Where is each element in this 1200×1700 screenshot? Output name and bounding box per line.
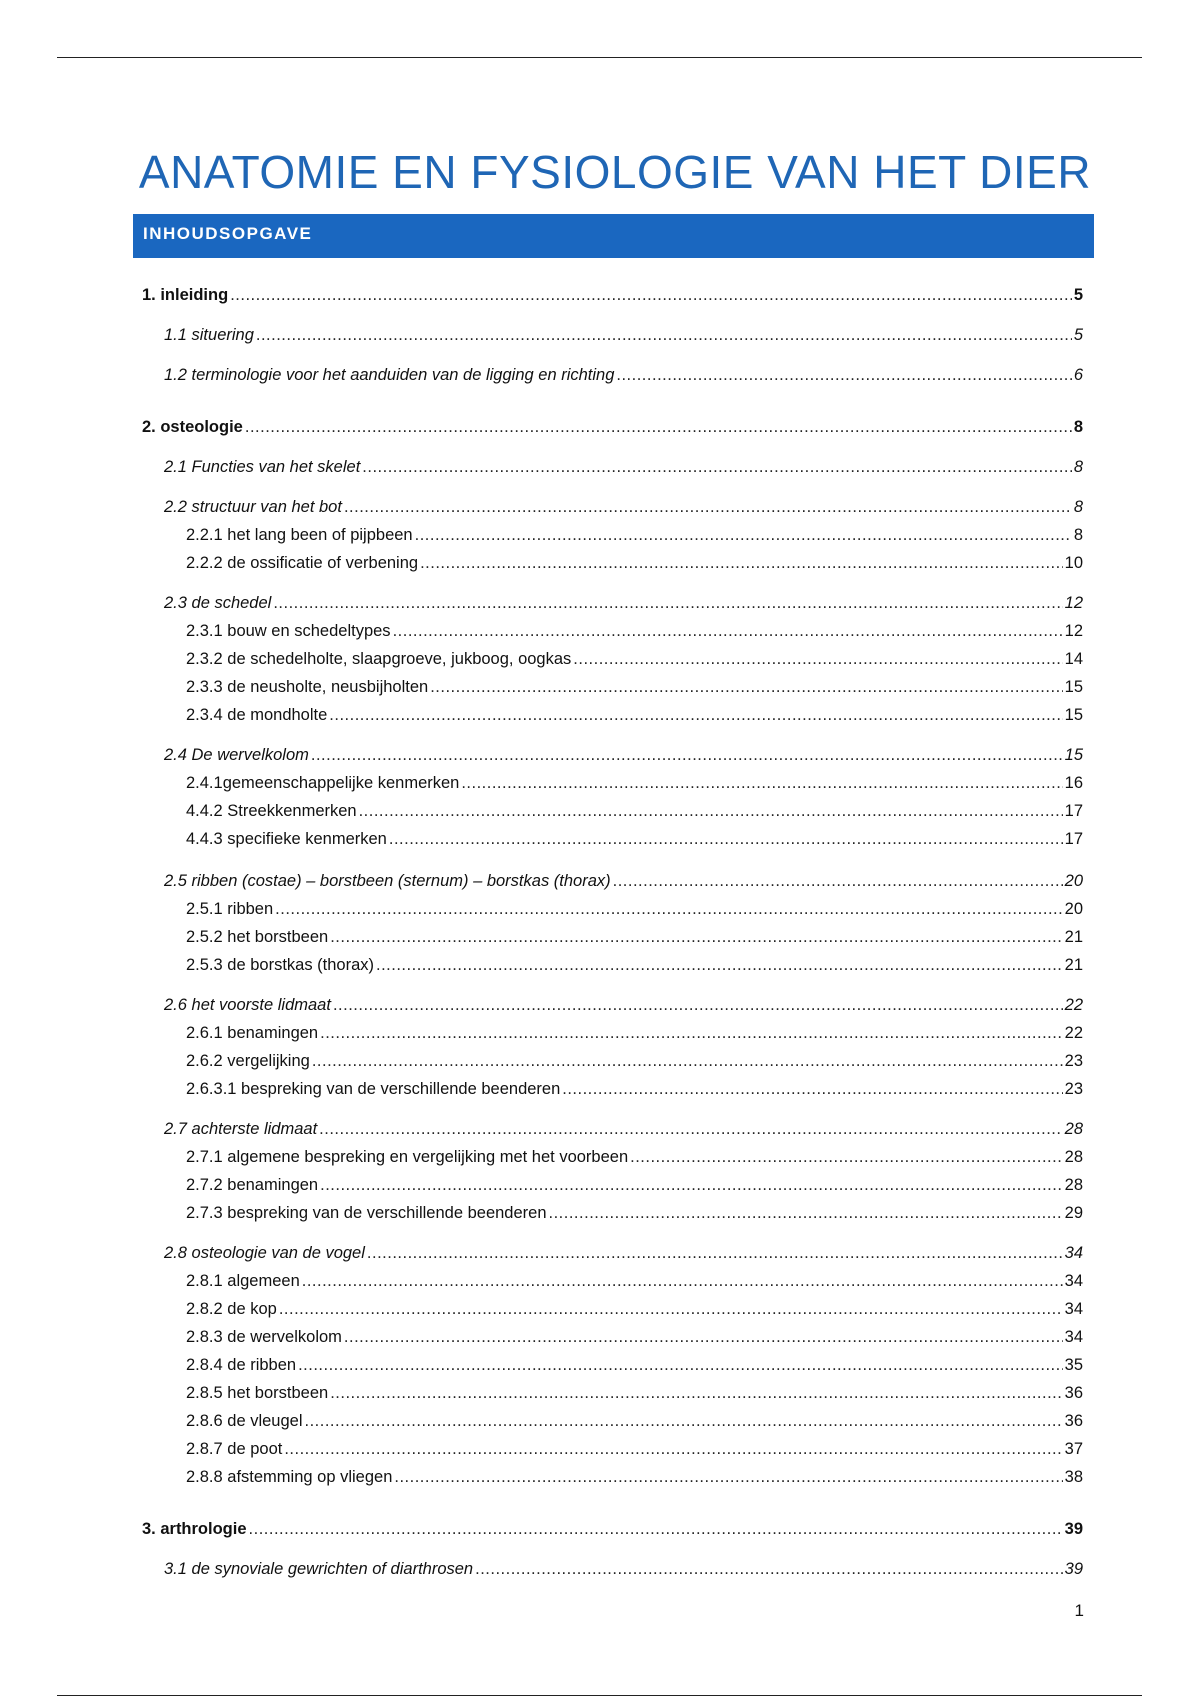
- toc-entry[interactable]: [186, 1077, 1083, 1101]
- toc-entry-page: 15: [1064, 678, 1083, 696]
- toc-entry[interactable]: [186, 551, 1083, 575]
- toc-entry-page: 17: [1064, 830, 1083, 848]
- toc-dot-leader: [333, 993, 1063, 1017]
- toc-entry-title: 2.4 De wervelkolom: [164, 746, 309, 764]
- toc-entry-page: 16: [1064, 774, 1083, 792]
- toc-entry[interactable]: [164, 495, 1083, 519]
- toc-entry-page: 34: [1064, 1300, 1083, 1318]
- toc-entry[interactable]: [164, 1557, 1083, 1581]
- toc-entry[interactable]: [186, 771, 1083, 795]
- toc-dot-leader: [302, 1269, 1063, 1293]
- toc-dot-leader: [279, 1297, 1063, 1321]
- toc-entry-title: 2.8.8 afstemming op vliegen: [186, 1468, 393, 1486]
- toc-dot-leader: [230, 283, 1072, 307]
- toc-dot-leader: [362, 455, 1072, 479]
- toc-entry[interactable]: [164, 363, 1083, 387]
- toc-entry-page: 37: [1064, 1440, 1083, 1458]
- toc-entry-title: 2.7.1 algemene bespreking en vergelijking met het voorbeen: [186, 1148, 629, 1166]
- toc-entry[interactable]: [186, 953, 1083, 977]
- toc-entry-title: 2.8.7 de poot: [186, 1440, 283, 1458]
- toc-entry-title: 2.7.2 benamingen: [186, 1176, 319, 1194]
- toc-dot-leader: [256, 323, 1072, 347]
- toc-entry-title: 2.6.1 benamingen: [186, 1024, 319, 1042]
- toc-dot-leader: [475, 1557, 1063, 1581]
- toc-entry-page: 8: [1073, 526, 1083, 544]
- toc-entry-page: 12: [1064, 594, 1083, 612]
- toc-dot-leader: [415, 523, 1072, 547]
- toc-entry[interactable]: [186, 1465, 1083, 1489]
- toc-entry[interactable]: [164, 1117, 1083, 1141]
- toc-entry-title: 2.8 osteologie van de vogel: [164, 1244, 365, 1262]
- toc-entry[interactable]: [186, 1269, 1083, 1293]
- toc-entry-title: 1. inleiding: [142, 286, 229, 304]
- toc-dot-leader: [330, 925, 1062, 949]
- toc-entry[interactable]: [142, 283, 1083, 307]
- page-number: 1: [1074, 1601, 1084, 1620]
- toc-dot-leader: [394, 1465, 1062, 1489]
- toc-dot-leader: [549, 1201, 1063, 1225]
- toc-entry-page: 39: [1064, 1520, 1083, 1538]
- toc-entry-page: 10: [1064, 554, 1083, 572]
- toc-entry[interactable]: [142, 1517, 1083, 1541]
- toc-entry-page: 5: [1073, 326, 1083, 344]
- toc-dot-leader: [344, 495, 1072, 519]
- toc-entry-title: 2.8.5 het borstbeen: [186, 1384, 329, 1402]
- toc-entry-page: 21: [1064, 928, 1083, 946]
- toc-entry[interactable]: [164, 869, 1083, 893]
- toc-entry-page: 12: [1064, 622, 1083, 640]
- toc-dot-leader: [305, 1409, 1063, 1433]
- toc-dot-leader: [320, 1173, 1063, 1197]
- toc-entry[interactable]: [186, 675, 1083, 699]
- toc-dot-leader: [562, 1077, 1062, 1101]
- toc-entry[interactable]: [164, 1241, 1083, 1265]
- toc-dot-leader: [329, 703, 1062, 727]
- toc-entry-title: 2.3.1 bouw en schedeltypes: [186, 622, 391, 640]
- toc-entry-page: 6: [1073, 366, 1083, 384]
- toc-entry-page: 35: [1064, 1356, 1083, 1374]
- toc-dot-leader: [319, 1117, 1062, 1141]
- toc-entry-title: 2.4.1gemeenschappelijke kenmerken: [186, 774, 460, 792]
- toc-entry-page: 23: [1064, 1052, 1083, 1070]
- toc-entry-title: 2.6.2 vergelijking: [186, 1052, 310, 1070]
- toc-dot-leader: [298, 1353, 1063, 1377]
- toc-dot-leader: [320, 1021, 1063, 1045]
- toc-entry-page: 15: [1064, 746, 1083, 764]
- toc-entry[interactable]: [186, 827, 1083, 851]
- toc-entry-page: 21: [1064, 956, 1083, 974]
- toc-dot-leader: [330, 1381, 1062, 1405]
- toc-entry[interactable]: [186, 1145, 1083, 1169]
- toc-entry-title: 2.2.2 de ossificatie of verbening: [186, 554, 419, 572]
- toc-entry[interactable]: [186, 799, 1083, 823]
- toc-entry-page: 29: [1064, 1204, 1083, 1222]
- toc-entry-title: 2.7 achterste lidmaat: [164, 1120, 318, 1138]
- toc-entry[interactable]: [164, 743, 1083, 767]
- toc-dot-leader: [344, 1325, 1063, 1349]
- toc-dot-leader: [359, 799, 1063, 823]
- toc-entry-title: 2. osteologie: [142, 418, 243, 436]
- toc-entry-title: 2.7.3 bespreking van de verschillende beenderen: [186, 1204, 547, 1222]
- toc-entry[interactable]: [186, 1381, 1083, 1405]
- toc-entry[interactable]: [186, 1173, 1083, 1197]
- toc-entry-title: 2.3.4 de mondholte: [186, 706, 328, 724]
- toc-dot-leader: [367, 1241, 1063, 1265]
- toc-entry[interactable]: [164, 323, 1083, 347]
- toc-dot-leader: [430, 675, 1062, 699]
- toc-entry-title: 3. arthrologie: [142, 1520, 247, 1538]
- toc-dot-leader: [461, 771, 1062, 795]
- toc-entry-title: 4.4.2 Streekkenmerken: [186, 802, 357, 820]
- toc-entry[interactable]: [186, 1437, 1083, 1461]
- toc-dot-leader: [249, 1517, 1063, 1541]
- toc-entry-page: 14: [1064, 650, 1083, 668]
- toc-entry-title: 2.8.2 de kop: [186, 1300, 277, 1318]
- toc-entry[interactable]: [186, 1409, 1083, 1433]
- toc-entry[interactable]: [186, 925, 1083, 949]
- toc-entry[interactable]: [186, 619, 1083, 643]
- toc-entry[interactable]: [142, 415, 1083, 439]
- toc-entry[interactable]: [186, 1201, 1083, 1225]
- toc-entry-page: 36: [1064, 1412, 1083, 1430]
- toc-entry-title: 2.8.6 de vleugel: [186, 1412, 303, 1430]
- toc-entry-page: 23: [1064, 1080, 1083, 1098]
- toc-entry[interactable]: [186, 703, 1083, 727]
- toc-entry-title: 2.2 structuur van het bot: [164, 498, 342, 516]
- toc-entry-page: 28: [1064, 1120, 1083, 1138]
- toc-entry-page: 28: [1064, 1148, 1083, 1166]
- toc-dot-leader: [284, 1437, 1062, 1461]
- toc-dot-leader: [312, 1049, 1063, 1073]
- toc-entry[interactable]: [186, 1021, 1083, 1045]
- toc-entry-page: 5: [1073, 286, 1083, 304]
- toc-entry-page: 34: [1064, 1328, 1083, 1346]
- toc-entry[interactable]: [186, 897, 1083, 921]
- toc-entry-title: 2.3.2 de schedelholte, slaapgroeve, jukboog, oogkas: [186, 650, 572, 668]
- toc-entry-title: 2.6.3.1 bespreking van de verschillende beenderen: [186, 1080, 561, 1098]
- toc-dot-leader: [573, 647, 1062, 671]
- toc-dot-leader: [245, 415, 1072, 439]
- toc-dot-leader: [630, 1145, 1063, 1169]
- toc-entry-page: 28: [1064, 1176, 1083, 1194]
- toc-entry-title: 1.1 situering: [164, 326, 254, 344]
- toc-entry[interactable]: [164, 993, 1083, 1017]
- toc-entry-page: 22: [1064, 996, 1083, 1014]
- toc-dot-leader: [389, 827, 1063, 851]
- toc-entry-title: 1.2 terminologie voor het aanduiden van de ligging en richting: [164, 366, 615, 384]
- toc-entry-page: 34: [1064, 1272, 1083, 1290]
- toc-entry-title: 2.8.1 algemeen: [186, 1272, 300, 1290]
- toc-entry-page: 22: [1064, 1024, 1083, 1042]
- toc-dot-leader: [275, 897, 1062, 921]
- toc-entry-page: 20: [1064, 872, 1083, 890]
- toc-entry[interactable]: [164, 455, 1083, 479]
- toc-entry-title: 2.5.2 het borstbeen: [186, 928, 329, 946]
- toc-entry[interactable]: [186, 523, 1083, 547]
- toc-entry-page: 15: [1064, 706, 1083, 724]
- toc-entry-page: 38: [1064, 1468, 1083, 1486]
- toc-dot-leader: [420, 551, 1063, 575]
- toc-entry-title: 2.5 ribben (costae) – borstbeen (sternum) – borstkas (thorax): [164, 872, 611, 890]
- toc-entry[interactable]: [186, 1049, 1083, 1073]
- toc-heading: INHOUDSOPGAVE: [133, 214, 1094, 258]
- toc-entry-title: 4.4.3 specifieke kenmerken: [186, 830, 387, 848]
- toc-entry-title: 2.3 de schedel: [164, 594, 272, 612]
- toc-entry-page: 8: [1073, 498, 1083, 516]
- toc-dot-leader: [616, 363, 1071, 387]
- toc-entry-title: 2.5.1 ribben: [186, 900, 274, 918]
- toc-entry-title: 2.1 Functies van het skelet: [164, 458, 361, 476]
- toc-entry-page: 39: [1064, 1560, 1083, 1578]
- toc-entry-title: 2.5.3 de borstkas (thorax): [186, 956, 375, 974]
- toc-entry-page: 17: [1064, 802, 1083, 820]
- toc-dot-leader: [613, 869, 1063, 893]
- toc-entry[interactable]: [164, 591, 1083, 615]
- toc-entry-page: 8: [1073, 418, 1083, 436]
- toc-entry-title: 2.8.4 de ribben: [186, 1356, 297, 1374]
- toc-entry-title: 2.8.3 de wervelkolom: [186, 1328, 342, 1346]
- toc-entry[interactable]: [186, 1353, 1083, 1377]
- document-title: ANATOMIE EN FYSIOLOGIE VAN HET DIER: [138, 146, 1092, 198]
- toc-entry-title: 3.1 de synoviale gewrichten of diarthrosen: [164, 1560, 474, 1578]
- toc-entry-title: 2.2.1 het lang been of pijpbeen: [186, 526, 413, 544]
- toc-entry-title: 2.3.3 de neusholte, neusbijholten: [186, 678, 429, 696]
- toc-dot-leader: [273, 591, 1062, 615]
- toc-entry-page: 36: [1064, 1384, 1083, 1402]
- toc-entry[interactable]: [186, 647, 1083, 671]
- toc-dot-leader: [311, 743, 1063, 767]
- toc-dot-leader: [376, 953, 1063, 977]
- toc-entry-page: 34: [1064, 1244, 1083, 1262]
- toc-entry-title: 2.6 het voorste lidmaat: [164, 996, 331, 1014]
- footer-rule: [57, 1695, 1142, 1696]
- toc-entry-page: 8: [1073, 458, 1083, 476]
- toc-entry[interactable]: [186, 1325, 1083, 1349]
- toc-entry-page: 20: [1064, 900, 1083, 918]
- toc-dot-leader: [393, 619, 1063, 643]
- toc-entry[interactable]: [186, 1297, 1083, 1321]
